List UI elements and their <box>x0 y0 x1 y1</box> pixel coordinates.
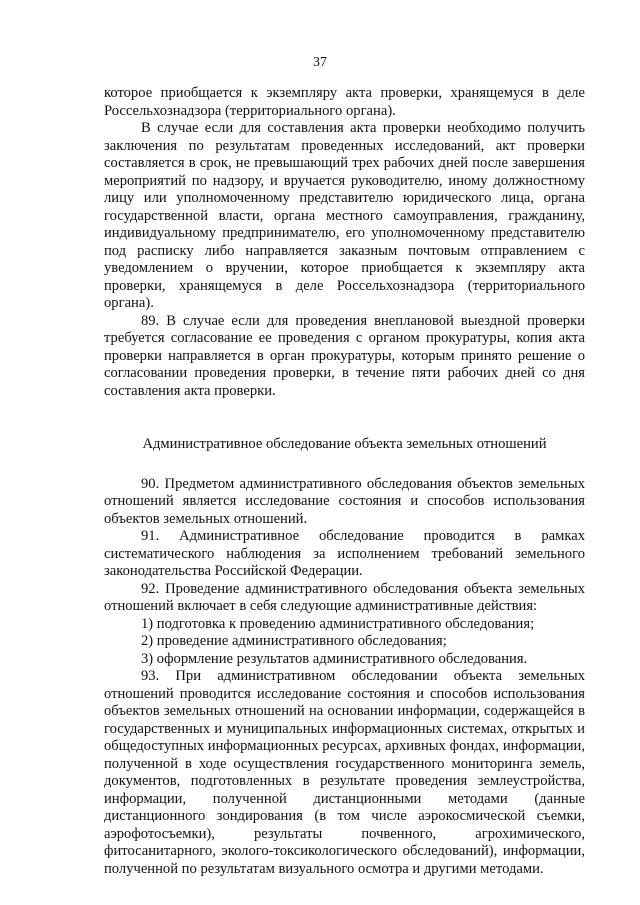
paragraph-93: 93. При административном обследовании объекта земельных отношений проводится исследование состояния и способов использования объектов земельных отношений на основании информации, содержащейся в государственных и муниципальных информационных системах, открытых и общедоступных информационных ресурсах, архивных фондах, информации, полученной в ходе осуществления государственного мониторинга земель, документов, подготовленных в результате проведения землеустройства, информации, полученной дистанционными методами (данные дистанционного зондирования (в том числе аэрокосмической съемки, аэрофотосъемки), результаты почвенного, агрохимического, фитосанитарного, эколого-токсикологического обследований), информации, полученной по результатам визуального осмотра и другими методами. <box>104 668 585 877</box>
paragraph-act-conclusions: В случае если для составления акта проверки необходимо получить заключения по результатам проведенных исследований, акт проверки составляется в срок, не превышающий трех рабочих дней после завершения мероприятий по надзору, и вручается руководителю, иному должностному лицу или уполномоченному представителю юридического лица, органа государственной власти, органа местного самоуправления, гражданину, индивидуальному предпринимателю, его уполномоченному представителю под расписку либо направляется заказным почтовым отправлением с уведомлением о вручении, которое приобщается к экземпляру акта проверки, хранящемуся в деле Россельхознадзора (территориального органа). <box>104 120 585 311</box>
paragraph-91: 91. Административное обследование проводится в рамках систематического наблюдения за исполнением требований земельного законодательства Российской Федерации. <box>104 528 585 579</box>
document-body <box>104 85 585 878</box>
paragraph-90: 90. Предметом административного обследования объектов земельных отношений является исследование состояния и способов использования объектов земельных отношений. <box>104 475 585 527</box>
list-item: 2) проведение административного обследования; <box>141 633 447 649</box>
paragraph-89: 89. В случае если для проведения внеплановой выездной проверки требуется согласование ее проведения с органом прокуратуры, копия акта проверки направляется в орган прокуратуры, которым принято решение о согласовании проведения проверки, в течение пяти рабочих дней со дня составления акта проверки. <box>104 312 585 399</box>
paragraph-92: 92. Проведение административного обследования объекта земельных отношений включает в себя следующие административные действия: <box>104 580 585 614</box>
page-number: 37 <box>313 55 327 70</box>
section-heading: Административное обследование объекта земельных отношений <box>142 436 547 452</box>
paragraph-continuation: которое приобщается к экземпляру акта проверки, хранящемуся в деле Россельхознадзора (территориального органа). <box>104 85 585 119</box>
list-item: 1) подготовка к проведению административного обследования; <box>141 615 535 632</box>
list-item: 3) оформление результатов административного обследования. <box>141 650 528 667</box>
